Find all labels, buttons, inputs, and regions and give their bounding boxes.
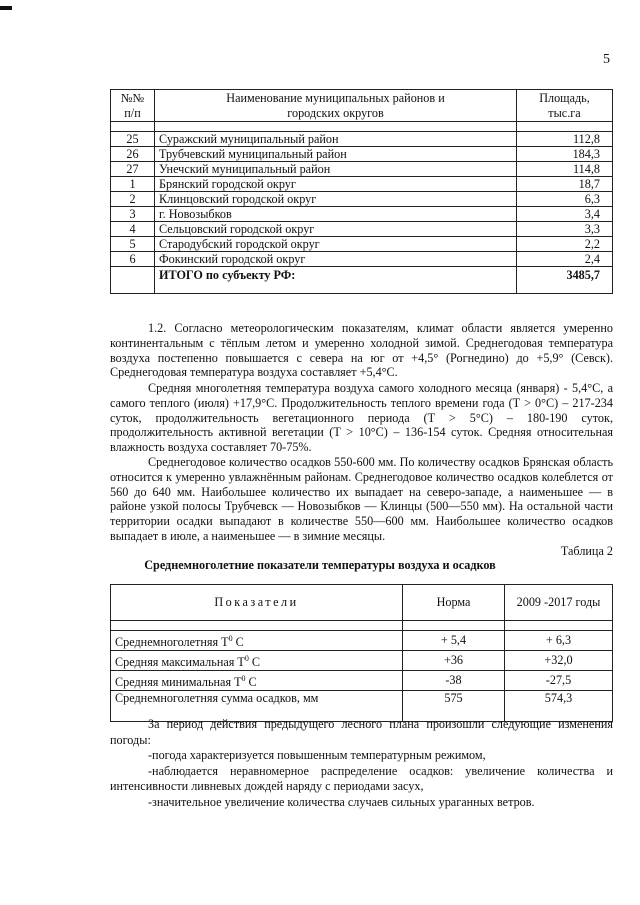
table-row — [111, 132, 613, 147]
col-header-number — [111, 90, 155, 122]
indicator-label: Средняя минимальная Т — [115, 675, 242, 690]
col-header-area — [517, 90, 613, 122]
climate-indicators-table — [110, 584, 613, 722]
cell-name: г. Новозыбков — [155, 207, 517, 222]
cell-num: 1 — [111, 177, 155, 192]
col-header-period: 2009 -2017 годы — [505, 585, 613, 621]
changes-list — [110, 748, 613, 810]
changes-section — [110, 717, 613, 810]
table2-title: Среднемноголетние показатели температуры воздуха и осадков — [144, 558, 496, 572]
cell-area: 3,3 — [517, 222, 613, 237]
cell-num: 6 — [111, 252, 155, 267]
unit-label: С — [248, 675, 257, 690]
paragraph-temperature: Средняя многолетняя температура воздуха самого холодного месяца (января) - 5,4°С, а самого теплого (июля) +17,9°С. Продолжительность теплого времени года (Т > 0°С) – 217-234 суток, продолжительность вегетационного периода (Т > 5°С) – 180-190 суток, продолжительность активной вегетации (Т > 10°С) – 136-154 суток. Средняя относительная влажность воздуха составляет 70-75%. — [110, 381, 613, 455]
paragraph-precipitation: Среднегодовое количество осадков 550-600 мм. По количеству осадков Брянская область относится к умеренно увлажнённым районам. Среднегодовое количество осадков колеблется от 560 до 640 мм. Наибольшее количество их выпадает на северо-западе, а наименьшее — в районе узкой полосы Трубчевск — Новозыбков — Клинцы (500—550 мм). На остальной части территории осадки выпадают в количестве 550—600 мм. Наибольшее количество осадков выпадает в июле, а наименьшее — в зимние месяцы. — [110, 455, 613, 543]
cell-num: 26 — [111, 147, 155, 162]
list-item: -погода характеризуется повышенным температурным режимом, — [148, 748, 486, 762]
degree-superscript: 0 — [241, 674, 246, 684]
paragraph-climate: 1.2. Согласно метеорологическим показателям, климат области является умеренно континентальным с тёплым летом и умеренно холодной зимой. Среднегодовая температура воздуха постепенно повышается с севера на юг от +4,5° (Рогнедино) до +5,9° (Севск). Среднегодовая температура воздуха составляет +5,4°С. — [110, 321, 613, 380]
cell-norm: +36 — [403, 651, 505, 671]
cell-name: Унечский муниципальный район — [155, 162, 517, 177]
table-row — [111, 147, 613, 162]
cell-num: 5 — [111, 237, 155, 252]
cell-num: 3 — [111, 207, 155, 222]
cell-area: 2,2 — [517, 237, 613, 252]
col-header-name-text: Наименование муниципальных районов и городских округов — [226, 90, 445, 120]
table-row — [111, 222, 613, 237]
cell-num: 27 — [111, 162, 155, 177]
cell-area: 184,3 — [517, 147, 613, 162]
cell-indicator — [111, 631, 403, 651]
unit-label: С — [251, 655, 260, 670]
page-number: 5 — [603, 52, 610, 67]
cell-area: 6,3 — [517, 192, 613, 207]
table-row — [111, 651, 613, 671]
cell-norm: + 5,4 — [403, 631, 505, 651]
cell-name: Фокинский городской округ — [155, 252, 517, 267]
total-label: ИТОГО по субъекту РФ: — [155, 267, 517, 294]
col-header-indicator — [111, 585, 403, 621]
table-row — [111, 671, 613, 691]
cell-indicator — [111, 651, 403, 671]
col-header-area-text: Площадь, тыс.га — [539, 90, 590, 120]
cell-area: 18,7 — [517, 177, 613, 192]
col-header-indicator-text: Показатели — [214, 595, 299, 609]
cell-period: 574,3 — [505, 691, 613, 722]
col-header-name — [155, 90, 517, 122]
districts-area-table — [110, 89, 613, 294]
indicator-label: Среднемноголетняя сумма осадков, мм — [115, 691, 319, 706]
cell-period: +32,0 — [505, 651, 613, 671]
cell-num: 4 — [111, 222, 155, 237]
col-header-norm: Норма — [403, 585, 505, 621]
cell-norm: -38 — [403, 671, 505, 691]
table-row — [111, 252, 613, 267]
cell-num: 2 — [111, 192, 155, 207]
col-header-number-text: №№ п/п — [120, 90, 145, 120]
cell-name: Стародубский городской округ — [155, 237, 517, 252]
indicator-label: Среднемноголетняя Т — [115, 635, 229, 650]
table-spacer-row — [111, 122, 613, 132]
cell-period: + 6,3 — [505, 631, 613, 651]
table-spacer-row — [111, 621, 613, 631]
cell-num — [111, 267, 155, 294]
cell-name: Брянский городской округ — [155, 177, 517, 192]
indicator-label: Средняя максимальная Т — [115, 655, 245, 670]
degree-superscript: 0 — [228, 634, 233, 643]
cell-name: Сельцовский городской округ — [155, 222, 517, 237]
table-row — [111, 237, 613, 252]
table-row — [111, 177, 613, 192]
cell-name: Клинцовский городской округ — [155, 192, 517, 207]
cell-area: 3,4 — [517, 207, 613, 222]
cell-norm: 575 — [403, 691, 505, 722]
changes-intro: За период действия предыдущего лесного плана произошли следующие изменения погоды: — [110, 717, 613, 747]
list-item: -наблюдается неравномерное распределение осадков: увеличение количества и интенсивности ливневых дождей наряду с периодами засух, — [110, 763, 613, 793]
cell-period: -27,5 — [505, 671, 613, 691]
unit-label: С — [235, 635, 244, 650]
cell-name: Суражский муниципальный район — [155, 132, 517, 147]
degree-superscript: 0 — [244, 654, 249, 664]
table-row — [111, 192, 613, 207]
cell-area: 112,8 — [517, 132, 613, 147]
cell-area: 2,4 — [517, 252, 613, 267]
total-row — [111, 267, 613, 294]
total-value: 3485,7 — [517, 267, 613, 294]
cell-indicator — [111, 671, 403, 691]
table-row — [111, 631, 613, 651]
scan-mark — [0, 6, 12, 10]
cell-area: 114,8 — [517, 162, 613, 177]
list-item: -значительное увеличение количества случаев сильных ураганных ветров. — [148, 794, 535, 809]
cell-num: 25 — [111, 132, 155, 147]
table-row — [111, 162, 613, 177]
cell-name: Трубчевский муниципальный район — [155, 147, 517, 162]
table2-caption: Таблица 2 — [560, 544, 613, 558]
table-row — [111, 207, 613, 222]
